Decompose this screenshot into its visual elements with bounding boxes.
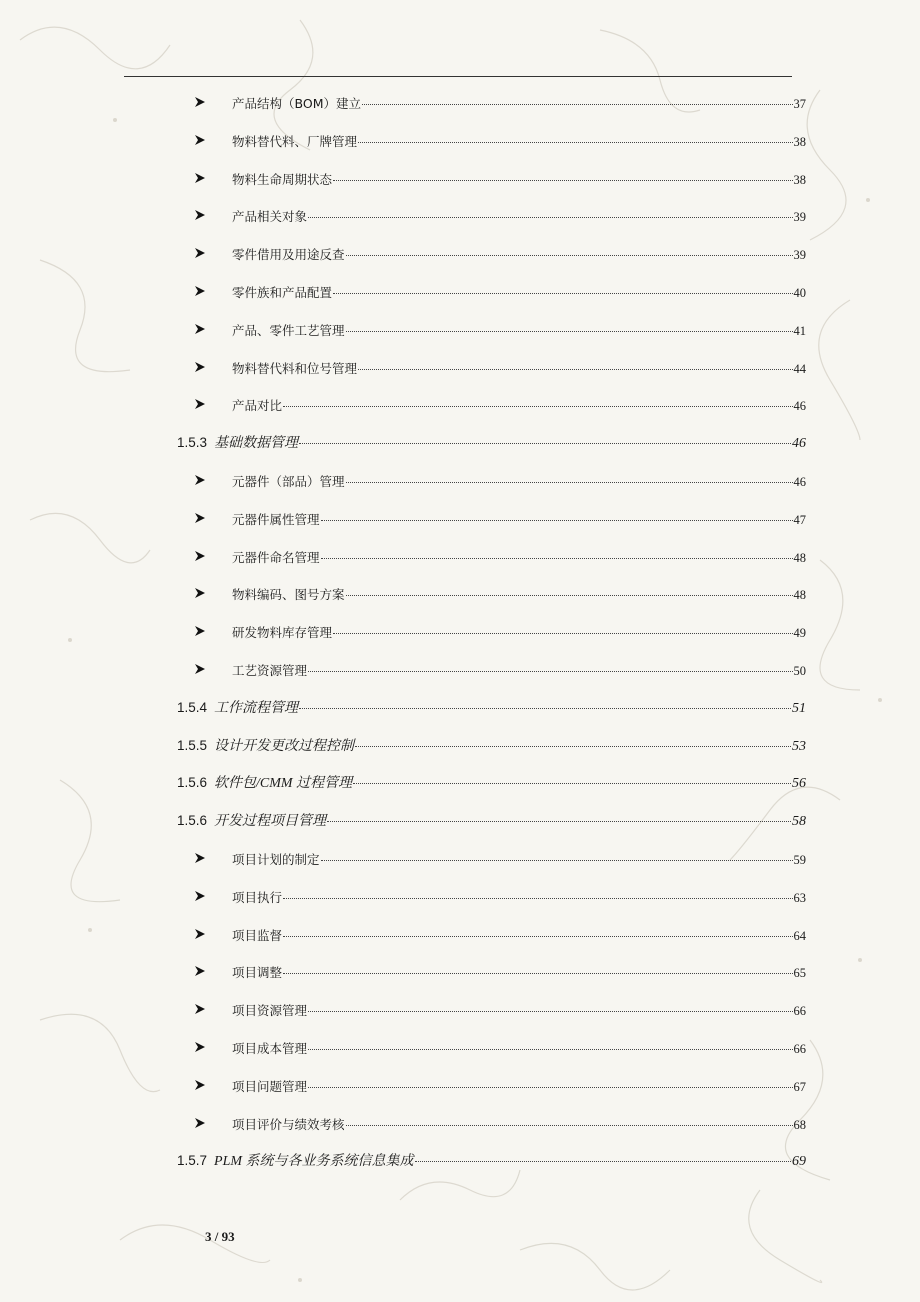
arrow-bullet-icon [193, 1115, 207, 1129]
arrow-bullet-icon [193, 623, 207, 637]
toc-entry-line [232, 94, 806, 114]
toc-entry-line [232, 396, 806, 416]
dot-leader [283, 898, 792, 899]
dot-leader [321, 558, 793, 559]
toc-page-number: 48 [793, 550, 806, 565]
arrow-bullet-icon [193, 850, 207, 864]
dot-leader [283, 973, 792, 974]
toc-entry-line [232, 510, 806, 530]
toc-subentry[interactable] [0, 387, 920, 425]
toc-entry-label: 产品相关对象 [232, 209, 308, 225]
section-number: 1.5.3 [177, 435, 208, 451]
toc-subentry[interactable] [0, 879, 920, 917]
dot-leader [358, 369, 792, 370]
toc-section-entry[interactable] [0, 1143, 920, 1181]
section-number: 1.5.6 [177, 775, 208, 791]
dot-leader [308, 1049, 792, 1050]
toc-entry-label: 项目计划的制定 [232, 851, 320, 867]
table-of-contents [0, 85, 920, 1181]
toc-subentry[interactable] [0, 917, 920, 955]
toc-entry-label: 项目评价与绩效考核 [232, 1116, 345, 1132]
toc-section-entry[interactable] [0, 728, 920, 766]
dot-leader [346, 331, 793, 332]
toc-entry-line [177, 697, 806, 717]
toc-entry-line [177, 735, 806, 755]
toc-page-number: 64 [793, 928, 806, 943]
toc-page-number: 40 [793, 285, 806, 300]
toc-entry-line [232, 1001, 806, 1021]
toc-entry-label: 设计开发更改过程控制 [214, 738, 355, 754]
toc-entry-line [232, 207, 806, 227]
toc-page-number: 69 [792, 1154, 806, 1170]
dot-leader [321, 520, 793, 521]
toc-page-number: 63 [793, 890, 806, 905]
toc-entry-line [177, 432, 806, 452]
toc-entry-line [232, 1115, 806, 1135]
dot-leader [333, 293, 792, 294]
toc-entry-line [232, 926, 806, 946]
toc-subentry[interactable] [0, 1068, 920, 1106]
toc-subentry[interactable] [0, 161, 920, 199]
toc-page-number: 49 [793, 626, 806, 641]
arrow-bullet-icon [193, 1039, 207, 1053]
arrow-bullet-icon [193, 359, 207, 373]
toc-page-number: 59 [793, 852, 806, 867]
dot-leader [415, 1161, 791, 1162]
dot-leader [333, 180, 792, 181]
toc-page-number: 47 [793, 512, 806, 527]
toc-entry-line [232, 888, 806, 908]
toc-entry-label: 项目成本管理 [232, 1040, 308, 1056]
dot-leader [346, 595, 793, 596]
arrow-bullet-icon [193, 321, 207, 335]
toc-entry-label: 物料编码、图号方案 [232, 587, 345, 603]
arrow-bullet-icon [193, 472, 207, 486]
toc-entry-label: 项目问题管理 [232, 1078, 308, 1094]
toc-entry-label: 元器件属性管理 [232, 511, 320, 527]
section-number: 1.5.4 [177, 699, 208, 715]
toc-page-number: 39 [793, 210, 806, 225]
toc-page-number: 65 [793, 966, 806, 981]
toc-entry-label: 零件族和产品配置 [232, 284, 333, 300]
toc-subentry[interactable] [0, 652, 920, 690]
toc-entry-label: 基础数据管理 [214, 436, 299, 452]
toc-page-number: 46 [792, 436, 806, 452]
toc-page-number: 38 [793, 134, 806, 149]
arrow-bullet-icon [193, 283, 207, 297]
toc-page-number: 51 [792, 700, 806, 716]
toc-entry-label: 产品结构（BOM）建立 [232, 96, 361, 111]
toc-entry-line [232, 132, 806, 152]
arrow-bullet-icon [193, 1077, 207, 1091]
dot-leader [346, 482, 793, 483]
toc-entry-line [232, 359, 806, 379]
toc-entry-line [232, 623, 806, 643]
toc-page-number: 46 [793, 399, 806, 414]
toc-subentry[interactable] [0, 954, 920, 992]
toc-page-number: 66 [793, 1041, 806, 1056]
toc-section-entry[interactable] [0, 425, 920, 463]
toc-entry-line [177, 810, 806, 830]
toc-entry-line [232, 661, 806, 681]
toc-page-number: 46 [793, 474, 806, 489]
toc-entry-line [232, 1077, 806, 1097]
toc-page-number: 53 [792, 738, 806, 754]
dot-leader [358, 142, 792, 143]
toc-section-entry[interactable] [0, 690, 920, 728]
toc-page-number: 41 [793, 323, 806, 338]
toc-page-number: 68 [793, 1117, 806, 1132]
dot-leader [283, 936, 792, 937]
toc-page-number: 38 [793, 172, 806, 187]
dot-leader [346, 1125, 793, 1126]
toc-subentry[interactable] [0, 539, 920, 577]
toc-page-number: 44 [793, 361, 806, 376]
toc-entry-line [232, 170, 806, 190]
toc-entry-line [232, 963, 806, 983]
toc-entry-label: 工作流程管理 [214, 700, 299, 716]
arrow-bullet-icon [193, 888, 207, 902]
arrow-bullet-icon [193, 510, 207, 524]
toc-entry-line [232, 283, 806, 303]
arrow-bullet-icon [193, 245, 207, 259]
arrow-bullet-icon [193, 132, 207, 146]
toc-subentry[interactable] [0, 992, 920, 1030]
toc-page-number: 66 [793, 1004, 806, 1019]
dot-leader [327, 821, 791, 822]
toc-page-number: 39 [793, 248, 806, 263]
dot-leader [346, 255, 793, 256]
toc-page-number: 56 [792, 776, 806, 792]
toc-page-number: 37 [793, 97, 806, 111]
toc-entry-label: 研发物料库存管理 [232, 625, 333, 641]
toc-entry-label: PLM 系统与各业务系统信息集成 [214, 1154, 414, 1170]
toc-entry-label: 物料生命周期状态 [232, 171, 333, 187]
toc-entry-label: 零件借用及用途反查 [232, 247, 345, 263]
dot-leader [355, 746, 791, 747]
toc-subentry[interactable] [0, 1030, 920, 1068]
toc-entry-label: 工艺资源管理 [232, 662, 308, 678]
page-number: 3 / 93 [205, 1229, 235, 1244]
arrow-bullet-icon [193, 94, 207, 108]
toc-subentry[interactable] [0, 614, 920, 652]
toc-subentry[interactable] [0, 350, 920, 388]
dot-leader [308, 671, 792, 672]
dot-leader [283, 406, 792, 407]
dot-leader [308, 1011, 792, 1012]
toc-page-number: 67 [793, 1079, 806, 1094]
header-rule [124, 76, 792, 77]
toc-subentry[interactable] [0, 576, 920, 614]
dot-leader [308, 217, 792, 218]
dot-leader [308, 1087, 792, 1088]
toc-entry-label: 开发过程项目管理 [214, 814, 327, 830]
toc-subentry[interactable] [0, 463, 920, 501]
toc-subentry[interactable] [0, 312, 920, 350]
toc-entry-line [232, 1039, 806, 1059]
arrow-bullet-icon [193, 207, 207, 221]
arrow-bullet-icon [193, 661, 207, 675]
toc-page-number: 58 [792, 814, 806, 830]
toc-entry-label: 项目执行 [232, 889, 283, 905]
dot-leader [353, 783, 791, 784]
toc-subentry[interactable] [0, 501, 920, 539]
toc-entry-line [232, 472, 806, 492]
dot-leader [321, 860, 793, 861]
toc-subentry[interactable] [0, 841, 920, 879]
toc-subentry[interactable] [0, 123, 920, 161]
arrow-bullet-icon [193, 170, 207, 184]
arrow-bullet-icon [193, 963, 207, 977]
toc-entry-label: 物料替代料和位号管理 [232, 360, 358, 376]
toc-subentry[interactable] [0, 198, 920, 236]
toc-entry-line [232, 245, 806, 265]
toc-subentry[interactable] [0, 85, 920, 123]
toc-entry-label: 产品、零件工艺管理 [232, 322, 345, 338]
toc-entry-label: 项目资源管理 [232, 1003, 308, 1019]
toc-page-number: 50 [793, 663, 806, 678]
arrow-bullet-icon [193, 926, 207, 940]
toc-entry-label: 元器件（部品）管理 [232, 473, 345, 489]
toc-entry-line [177, 1150, 806, 1170]
arrow-bullet-icon [193, 396, 207, 410]
toc-entry-line [232, 585, 806, 605]
section-number: 1.5.5 [177, 737, 208, 753]
toc-entry-line [232, 548, 806, 568]
toc-entry-line [232, 850, 806, 870]
toc-subentry[interactable] [0, 1106, 920, 1144]
toc-entry-line [232, 321, 806, 341]
dot-leader [299, 708, 791, 709]
section-number: 1.5.7 [177, 1153, 208, 1169]
section-number: 1.5.6 [177, 813, 208, 829]
toc-subentry[interactable] [0, 236, 920, 274]
toc-entry-label: 元器件命名管理 [232, 549, 320, 565]
dot-leader [362, 104, 793, 105]
toc-entry-label: 项目监督 [232, 927, 283, 943]
arrow-bullet-icon [193, 548, 207, 562]
arrow-bullet-icon [193, 585, 207, 599]
toc-section-entry[interactable] [0, 803, 920, 841]
toc-entry-label: 产品对比 [232, 398, 283, 414]
toc-entry-label: 物料替代料、厂牌管理 [232, 133, 358, 149]
toc-subentry[interactable] [0, 274, 920, 312]
toc-entry-line [177, 772, 806, 792]
toc-entry-label: 项目调整 [232, 965, 283, 981]
dot-leader [299, 443, 791, 444]
toc-section-entry[interactable] [0, 765, 920, 803]
toc-entry-label: 软件包/CMM 过程管理 [214, 776, 353, 792]
arrow-bullet-icon [193, 1001, 207, 1015]
toc-page-number: 48 [793, 588, 806, 603]
dot-leader [333, 633, 792, 634]
